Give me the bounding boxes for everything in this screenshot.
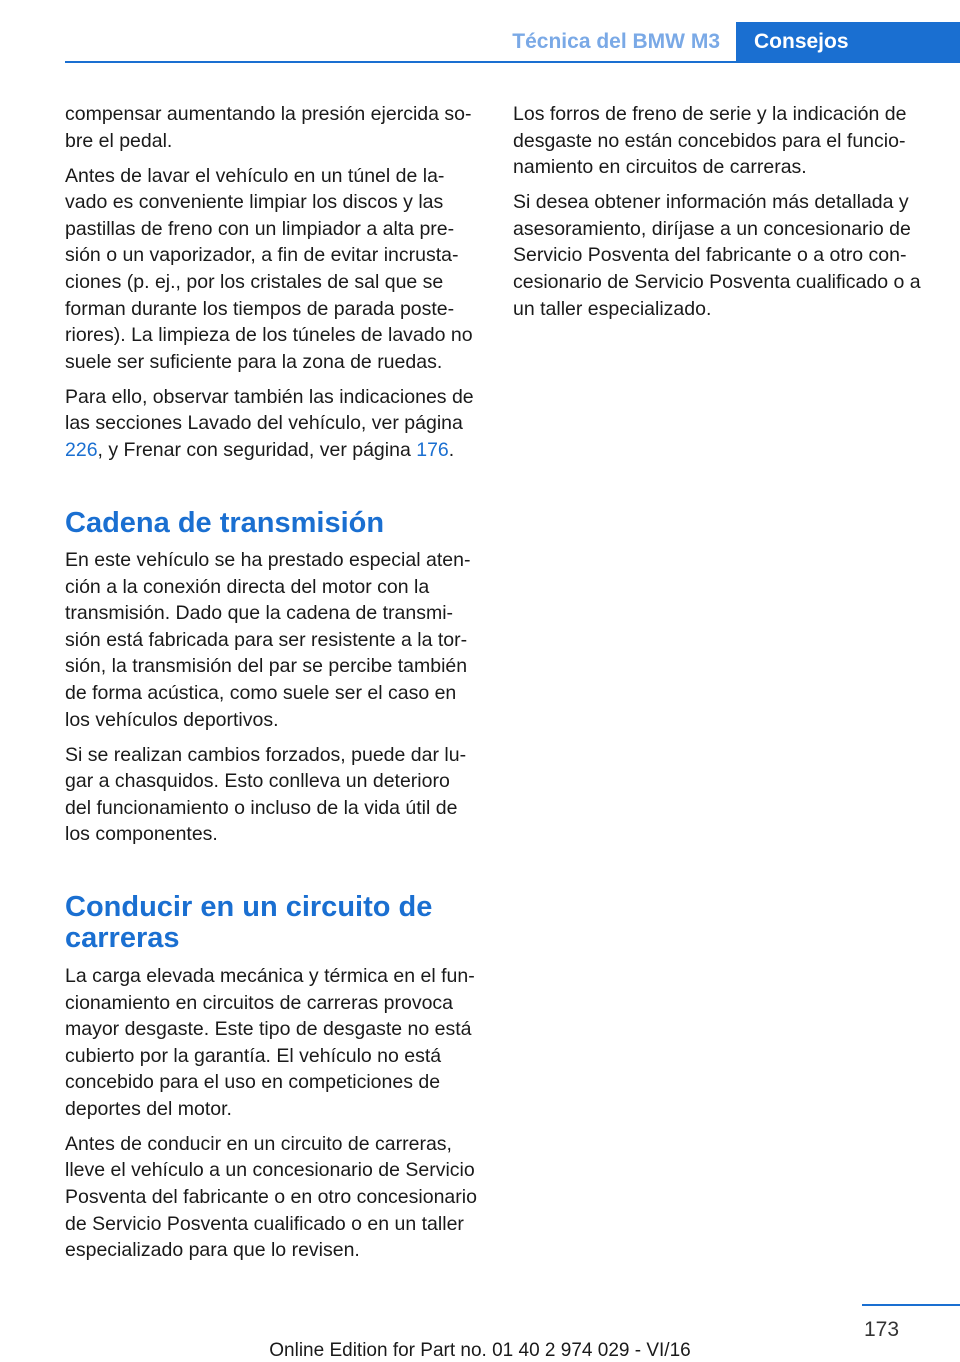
section-heading-circuito: Conducir en un circuito de carreras — [65, 890, 433, 955]
page-number-rule — [862, 1304, 960, 1306]
page-link-176[interactable]: 176 — [416, 438, 449, 461]
footer-edition: Online Edition for Part no. 01 40 2 974 029 - VI/16 — [269, 1340, 691, 1361]
paragraph: Antes de conducir en un circuito de carreras, lleve el vehículo a un concesionario de Servicio Posventa del fabricante o en otro concesionario de Servicio Posventa cualificado o en un taller especializado para que lo revisen. — [65, 1132, 477, 1262]
paragraph-with-page-refs: Para ello, observar también las indicaciones de las secciones Lavado del vehículo, ver página 226, y Frenar con seguridad, ver página 176. — [65, 385, 474, 461]
right-column — [513, 101, 933, 331]
header-section-title: Técnica del BMW M3 — [512, 30, 720, 53]
paragraph: compensar aumentando la presión ejercida sobre el pedal. — [65, 103, 472, 152]
paragraph: La carga elevada mecánica y térmica en el funcionamiento en circuitos de carreras provoca mayor desgaste. Este tipo de desgaste no está cubierto por la garantía. El vehículo no está concebido para el uso en competiciones de deportes del motor. — [65, 964, 475, 1120]
header-chapter-tab[interactable]: Consejos — [736, 22, 960, 63]
paragraph: Antes de lavar el vehículo en un túnel de lavado es conveniente limpiar los discos y las pastillas de freno con un limpiador a alta presión o un vaporizador, a fin de evitar incrustaciones (p. ej., por los cristales de sal que se forman durante los tiempos de parada posteriores). La limpieza de los túneles de lavado no suele ser suficiente para la zona de ruedas. — [65, 164, 473, 373]
left-column — [65, 101, 480, 1272]
page-number: 173 — [864, 1318, 900, 1341]
paragraph: Si desea obtener información más detallada y asesoramiento, diríjase a un concesionario de Servicio Posventa del fabricante o a otro concesionario de Servicio Posventa cualificado o a un taller especializado. — [513, 191, 921, 320]
page-link-226[interactable]: 226 — [65, 438, 98, 461]
paragraph: En este vehículo se ha prestado especial atención a la conexión directa del motor con la transmisión. Dado que la cadena de transmisión está fabricada para ser resistente a la torsión, la transmisión del par se percibe también de forma acústica, como suele ser el caso en los vehículos deportivos. — [65, 549, 471, 731]
paragraph: Los forros de freno de serie y la indicación de desgaste no están concebidos para el funcionamiento en circuitos de carreras. — [513, 103, 907, 179]
paragraph: Si se realizan cambios forzados, puede dar lugar a chasquidos. Esto conlleva un deterioro del funcionamiento o incluso de la vida útil de los componentes. — [65, 743, 467, 846]
section-heading-cadena: Cadena de transmisión — [65, 506, 385, 539]
